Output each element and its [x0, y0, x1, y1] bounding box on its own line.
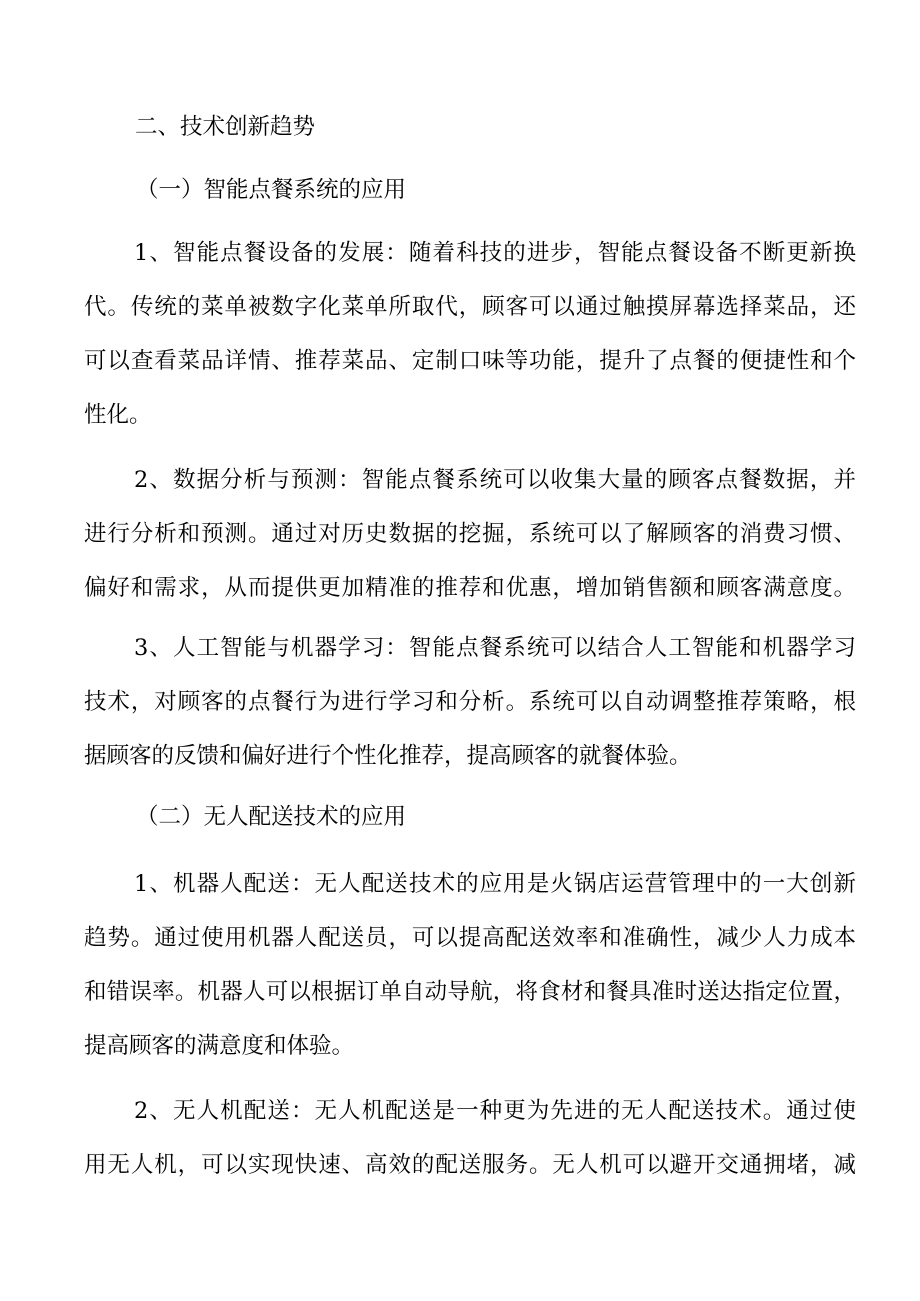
paragraph-line: 和错误率。机器人可以根据订单自动导航，将食材和餐具准时送达指定位置，: [84, 979, 856, 1005]
paragraph-line: 用无人机，可以实现快速、高效的配送服务。无人机可以避开交通拥堵，减: [84, 1152, 856, 1178]
paragraph-line: 性化。: [84, 402, 152, 428]
section-heading: 二、技术创新趋势: [135, 114, 316, 140]
subsection-title-smart-ordering: （一）智能点餐系统的应用: [136, 177, 407, 203]
paragraph-line: 1、机器人配送：无人配送技术的应用是火锅店运营管理中的一大创新: [134, 871, 856, 897]
paragraph-drone-delivery: [84, 1084, 856, 1192]
paragraph-robot-delivery: [84, 857, 856, 1073]
paragraph-line: 提高顾客的满意度和体验。: [84, 1033, 355, 1059]
paragraph-line: 2、数据分析与预测：智能点餐系统可以收集大量的顾客点餐数据，并: [134, 467, 856, 493]
paragraph-line: 2、无人机配送：无人机配送是一种更为先进的无人配送技术。通过使: [134, 1098, 856, 1124]
paragraph-line: 1、智能点餐设备的发展：随着科技的进步，智能点餐设备不断更新换: [134, 240, 856, 266]
paragraph-line: 趋势。通过使用机器人配送员，可以提高配送效率和准确性，减少人力成本: [84, 925, 856, 951]
paragraph-line: 代。传统的菜单被数字化菜单所取代，顾客可以通过触摸屏幕选择菜品，还: [84, 294, 856, 320]
paragraph-line: 3、人工智能与机器学习：智能点餐系统可以结合人工智能和机器学习: [134, 635, 856, 661]
paragraph-ai-machine-learning: [84, 621, 856, 783]
paragraph-data-analysis: [84, 453, 856, 615]
paragraph-line: 偏好和需求，从而提供更加精准的推荐和优惠，增加销售额和顾客满意度。: [84, 575, 856, 601]
subsection-title-unmanned-delivery: （二）无人配送技术的应用: [136, 804, 407, 830]
paragraph-line: 进行分析和预测。通过对历史数据的挖掘，系统可以了解顾客的消费习惯、: [84, 521, 856, 547]
paragraph-line: 技术，对顾客的点餐行为进行学习和分析。系统可以自动调整推荐策略，根: [84, 689, 856, 715]
paragraph-line: 可以查看菜品详情、推荐菜品、定制口味等功能，提升了点餐的便捷性和个: [84, 348, 856, 374]
paragraph-smart-ordering-devices: [84, 226, 856, 442]
paragraph-line: 据顾客的反馈和偏好进行个性化推荐，提高顾客的就餐体验。: [84, 743, 692, 769]
